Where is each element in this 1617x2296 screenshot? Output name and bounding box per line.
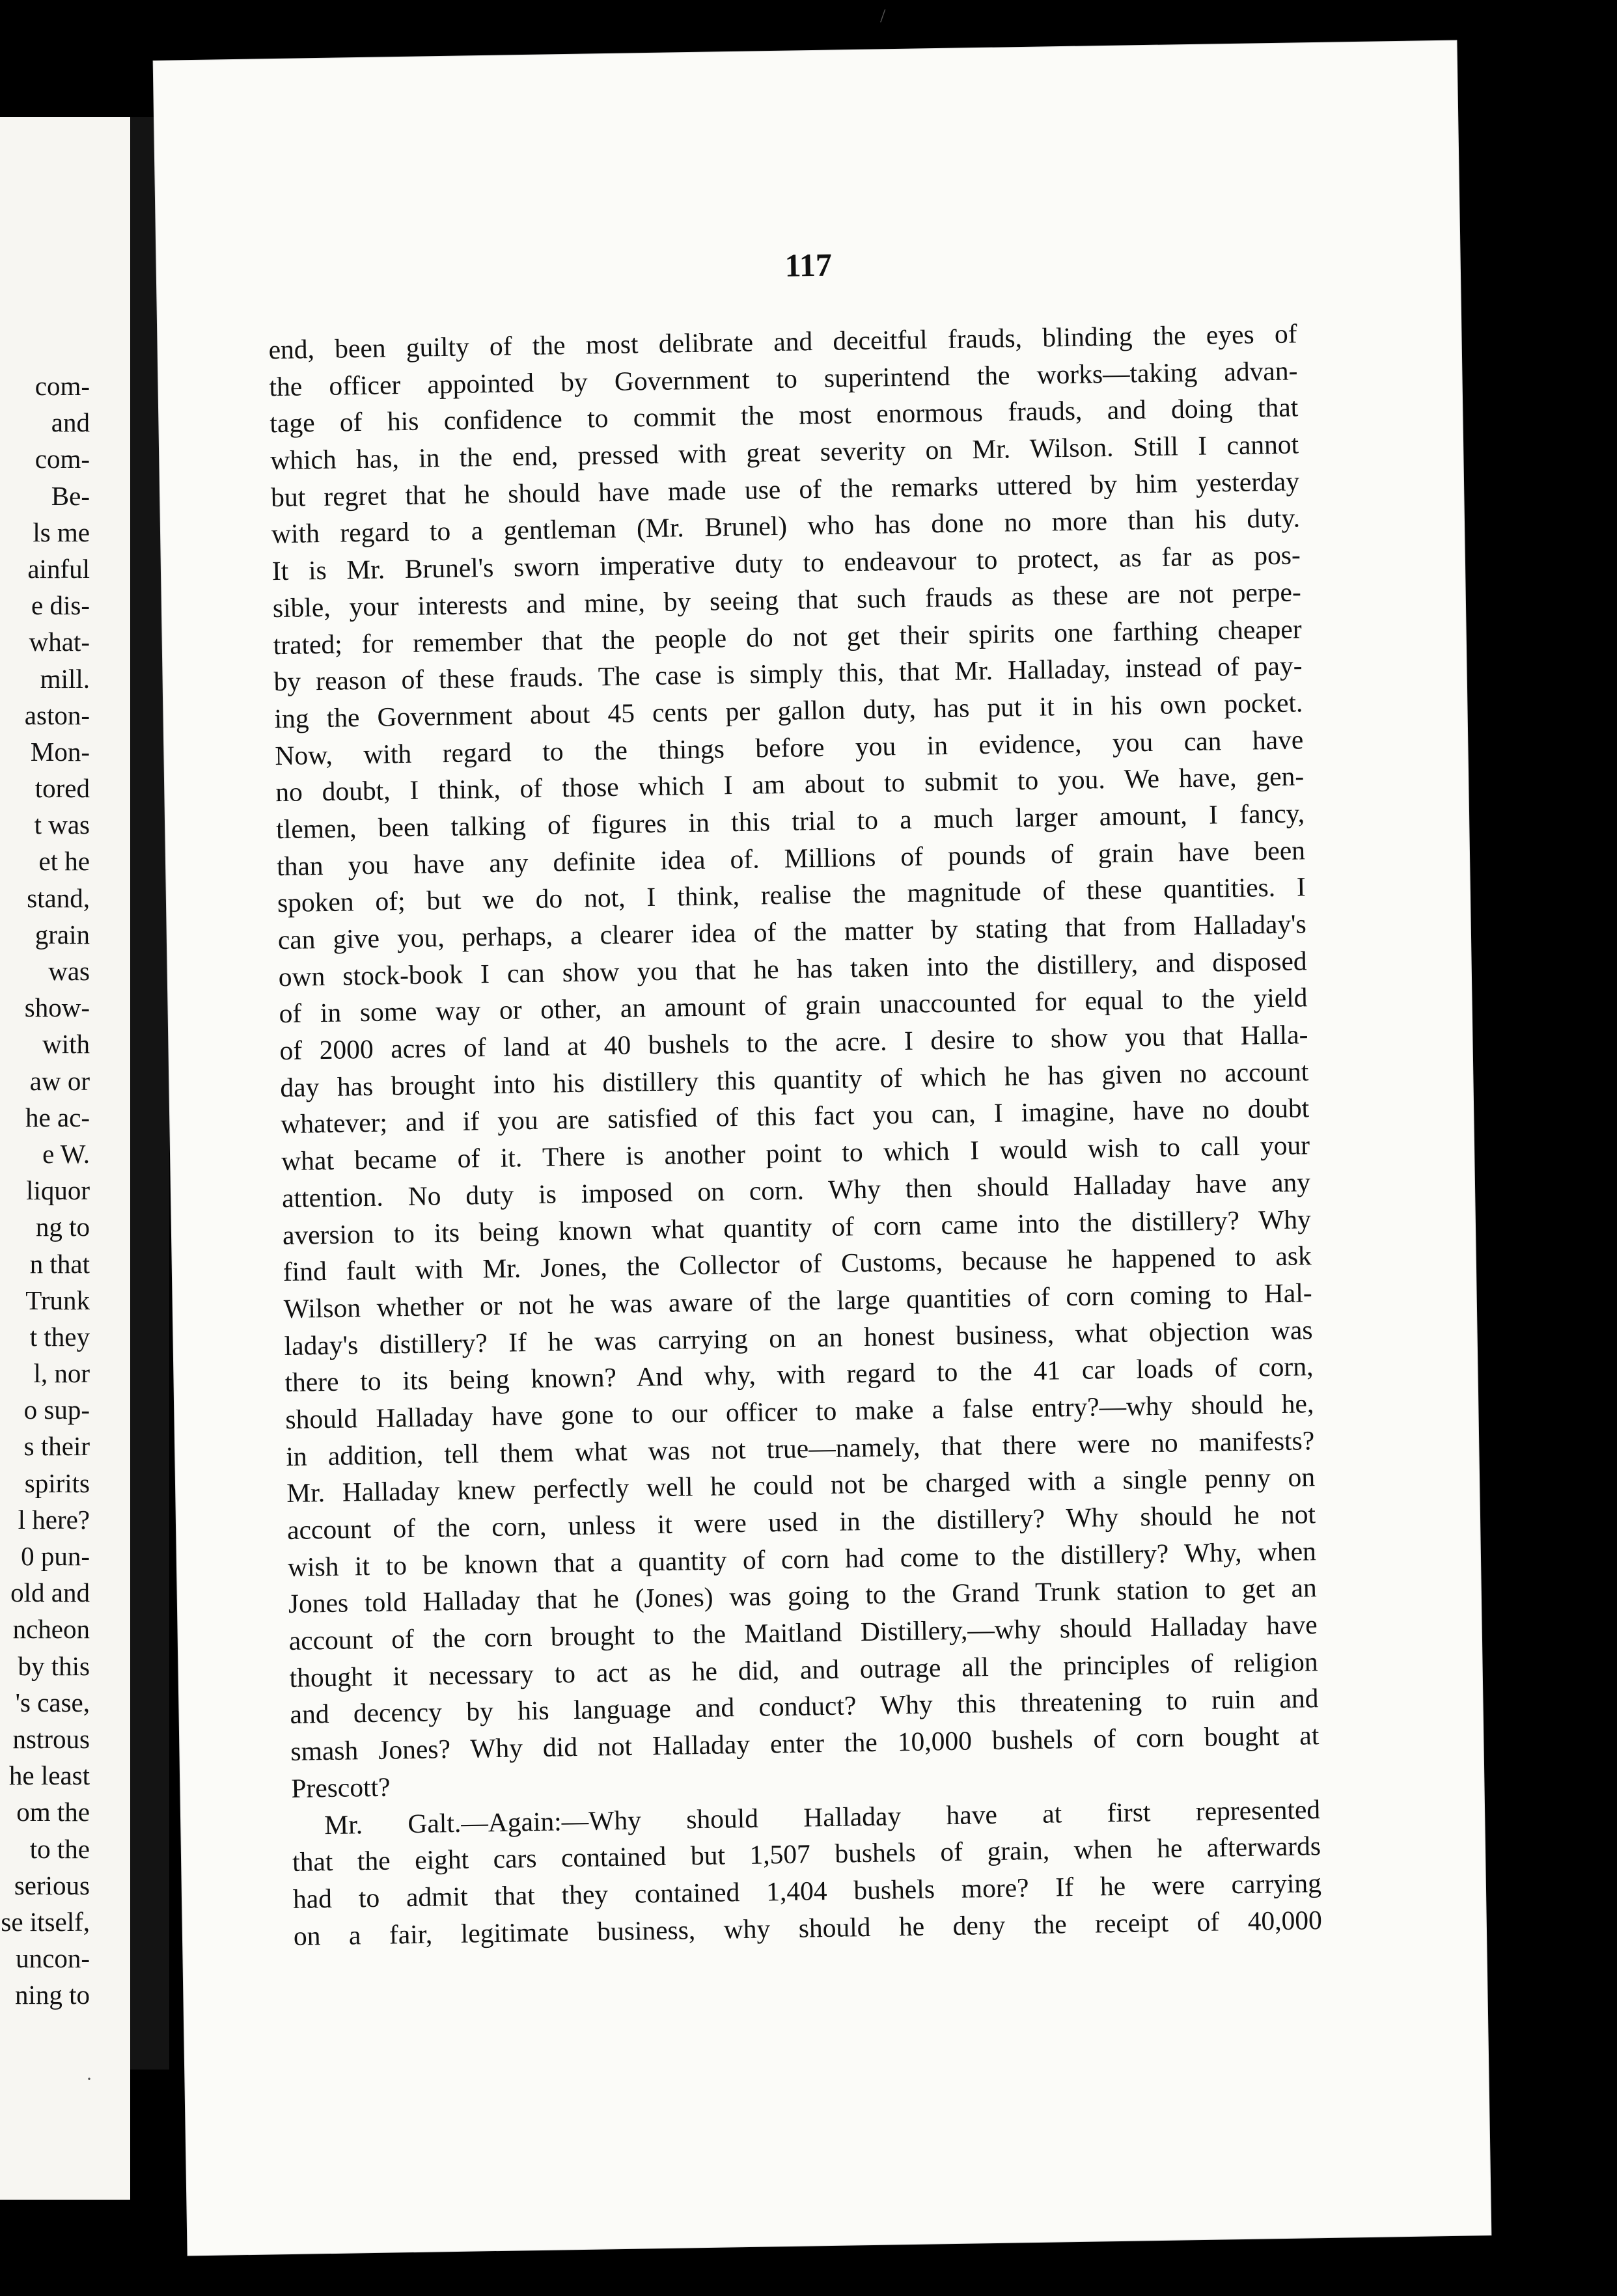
left-page-line: 's case, bbox=[15, 1687, 90, 1717]
left-page-line: stand, bbox=[27, 882, 90, 913]
text-line: spoken of; but we do not, I think, realise the magnitude of these quantities. I bbox=[277, 871, 1306, 918]
book-page bbox=[154, 40, 1491, 2255]
left-page-line: l here? bbox=[18, 1504, 90, 1535]
left-page-line: se itself, bbox=[1, 1906, 90, 1937]
left-page-line: ng to bbox=[35, 1212, 90, 1242]
left-page-line: old and bbox=[10, 1578, 90, 1608]
left-page-line: he ac- bbox=[25, 1102, 90, 1132]
text-line: thought it necessary to act as he did, and outrage all the principles of religion bbox=[289, 1646, 1318, 1693]
text-line: the officer appointed by Government to superintend the works—taking advan- bbox=[269, 355, 1298, 402]
text-line: tlemen, been talking of figures in this trial to a much larger amount, I fancy, bbox=[275, 798, 1305, 845]
left-page-line: l, nor bbox=[33, 1358, 90, 1389]
left-page-line: om the bbox=[16, 1797, 90, 1827]
text-line: own stock-book I can show you that he has taken into the distillery, and disposed bbox=[278, 945, 1307, 992]
left-facing-page bbox=[0, 117, 130, 2200]
left-page-line: 0 pun- bbox=[21, 1541, 90, 1571]
left-page-line: t they bbox=[29, 1321, 90, 1352]
text-line: no doubt, I think, of those which I am about to submit to you. We have, gen- bbox=[275, 761, 1305, 808]
left-page-line: nstrous bbox=[12, 1723, 90, 1754]
text-line: what became of it. There is another point to which I would wish to call your bbox=[281, 1130, 1310, 1177]
left-page-line: o sup- bbox=[23, 1395, 90, 1425]
text-line: of in some way or other, an amount of grain unaccounted for equal to the yield bbox=[279, 982, 1308, 1029]
left-page-line: Be- bbox=[51, 480, 90, 511]
scan-mark: · bbox=[86, 2068, 92, 2090]
text-line: Prescott? bbox=[290, 1771, 391, 1803]
left-page-line: ainful bbox=[27, 553, 90, 584]
text-line: account of the corn brought to the Maitland Distillery,—why should Halladay have bbox=[288, 1609, 1318, 1656]
left-page-line: ls me bbox=[33, 517, 90, 547]
text-line: that the eight cars contained but 1,507 bushels of grain, when he afterwards bbox=[292, 1831, 1321, 1878]
left-page-line: to the bbox=[29, 1833, 90, 1864]
left-page-line: liquor bbox=[26, 1175, 90, 1206]
page-number: 117 bbox=[784, 246, 833, 284]
text-line: attention. No duty is imposed on corn. Why then should Halladay have any bbox=[281, 1167, 1311, 1213]
text-line: by reason of these frauds. The case is simply this, that Mr. Halladay, instead of pay- bbox=[273, 650, 1303, 697]
left-page-line: with bbox=[42, 1029, 90, 1059]
text-line: ing the Government about 45 cents per gallon duty, has put it in his own pocket. bbox=[274, 687, 1303, 734]
scan-mark: / bbox=[880, 5, 886, 27]
text-line: aversion to its being known what quantity of corn came into the distillery? Why bbox=[282, 1203, 1312, 1250]
text-line: Jones told Halladay that he (Jones) was going to the Grand Trunk station to get an bbox=[288, 1572, 1318, 1619]
text-line: on a fair, legitimate business, why should he deny the receipt of 40,000 bbox=[293, 1904, 1323, 1951]
left-page-line: aw or bbox=[29, 1065, 90, 1096]
left-page-line: and bbox=[51, 407, 90, 438]
left-page-line: t was bbox=[34, 810, 90, 840]
text-line: It is Mr. Brunel's sworn imperative duty to endeavour to protect, as far as pos- bbox=[271, 540, 1301, 586]
text-line: Mr. Galt.—Again:—Why should Halladay have at first represented bbox=[324, 1794, 1321, 1840]
text-line: trated; for remember that the people do not get their spirits one farthing cheaper bbox=[273, 613, 1302, 660]
text-line: than you have any definite idea of. Millions of pounds of grain have been bbox=[276, 834, 1306, 881]
left-page-line: Mon- bbox=[30, 736, 90, 767]
left-page-line: serious bbox=[14, 1870, 90, 1900]
left-page-line: ncheon bbox=[12, 1614, 90, 1645]
left-page-line: e dis- bbox=[31, 590, 90, 621]
text-line: whatever; and if you are satisfied of this fact you can, I imagine, have no doubt bbox=[280, 1093, 1310, 1140]
left-page-line: tored bbox=[35, 773, 90, 804]
text-line: laday's distillery? If he was carrying on an honest business, what objection was bbox=[284, 1314, 1313, 1361]
left-page-line: ning to bbox=[14, 1980, 90, 2010]
text-line: Mr. Halladay knew perfectly well he could not be charged with a single penny on bbox=[286, 1462, 1316, 1509]
text-line: should Halladay have gone to our officer to make a false entry?—why should he, bbox=[285, 1388, 1314, 1434]
left-page-line: was bbox=[48, 956, 90, 986]
text-line: can give you, perhaps, a clearer idea of the matter by stating that from Halladay's bbox=[277, 909, 1307, 955]
text-line: smash Jones? Why did not Halladay enter the 10,000 bushels of corn bought at bbox=[290, 1720, 1320, 1767]
text-line: in addition, tell them what was not true—namely, that there were no manifests? bbox=[285, 1425, 1315, 1471]
left-page-text bbox=[0, 368, 90, 2013]
left-page-line: et he bbox=[38, 846, 90, 877]
left-page-line: e W. bbox=[42, 1138, 90, 1169]
text-line: day has brought into his distillery this quantity of which he has given no account bbox=[280, 1056, 1309, 1102]
left-page-line: s their bbox=[23, 1431, 90, 1462]
text-line: which has, in the end, pressed with great severity on Mr. Wilson. Still I cannot bbox=[270, 429, 1299, 476]
left-page-line: show- bbox=[24, 992, 90, 1023]
text-line: tage of his confidence to commit the most enormous frauds, and doing that bbox=[270, 392, 1299, 439]
left-page-line: Trunk bbox=[25, 1285, 90, 1315]
left-page-line: com- bbox=[35, 371, 90, 401]
left-page-line: what- bbox=[29, 627, 90, 657]
text-line: but regret that he should have made use of the remarks uttered by him yesterday bbox=[270, 466, 1300, 512]
left-page-line: grain bbox=[35, 919, 90, 950]
text-line: account of the corn, unless it were used in the distillery? Why should he not bbox=[286, 1499, 1316, 1545]
body-text bbox=[268, 315, 1322, 1954]
left-page-line: mill. bbox=[40, 663, 90, 694]
text-line: wish it to be known that a quantity of corn had come to the distillery? Why, when bbox=[287, 1535, 1317, 1582]
left-page-line: com- bbox=[35, 444, 90, 474]
text-line: end, been guilty of the most delibrate and deceitful frauds, blinding the eyes of bbox=[268, 318, 1297, 365]
left-page-line: he least bbox=[8, 1760, 90, 1791]
text-line: Wilson whether or not he was aware of the large quantities of corn coming to Hal- bbox=[283, 1278, 1312, 1324]
left-page-line: by this bbox=[18, 1650, 90, 1681]
text-line: find fault with Mr. Jones, the Collector of Customs, because he happened to ask bbox=[283, 1240, 1312, 1287]
text-line: had to admit that they contained 1,404 bushels more? If he were carrying bbox=[292, 1867, 1322, 1914]
text-line: of 2000 acres of land at 40 bushels to the acre. I desire to show you that Halla- bbox=[279, 1019, 1308, 1066]
text-line: Now, with regard to the things before you in evidence, you can have bbox=[275, 724, 1304, 771]
left-page-line: n that bbox=[29, 1248, 90, 1279]
text-line: and decency by his language and conduct? Why this threatening to ruin and bbox=[290, 1683, 1319, 1730]
left-page-line: spirits bbox=[24, 1468, 90, 1498]
left-page-line: aston- bbox=[24, 700, 90, 730]
text-line: sible, your interests and mine, by seeing that such frauds as these are not perpe- bbox=[272, 577, 1302, 623]
text-line: with regard to a gentleman (Mr. Brunel) who has done no more than his duty. bbox=[271, 502, 1301, 549]
text-line: there to its being known? And why, with regard to the 41 car loads of corn, bbox=[284, 1351, 1314, 1398]
left-page-line: uncon- bbox=[16, 1943, 90, 1974]
